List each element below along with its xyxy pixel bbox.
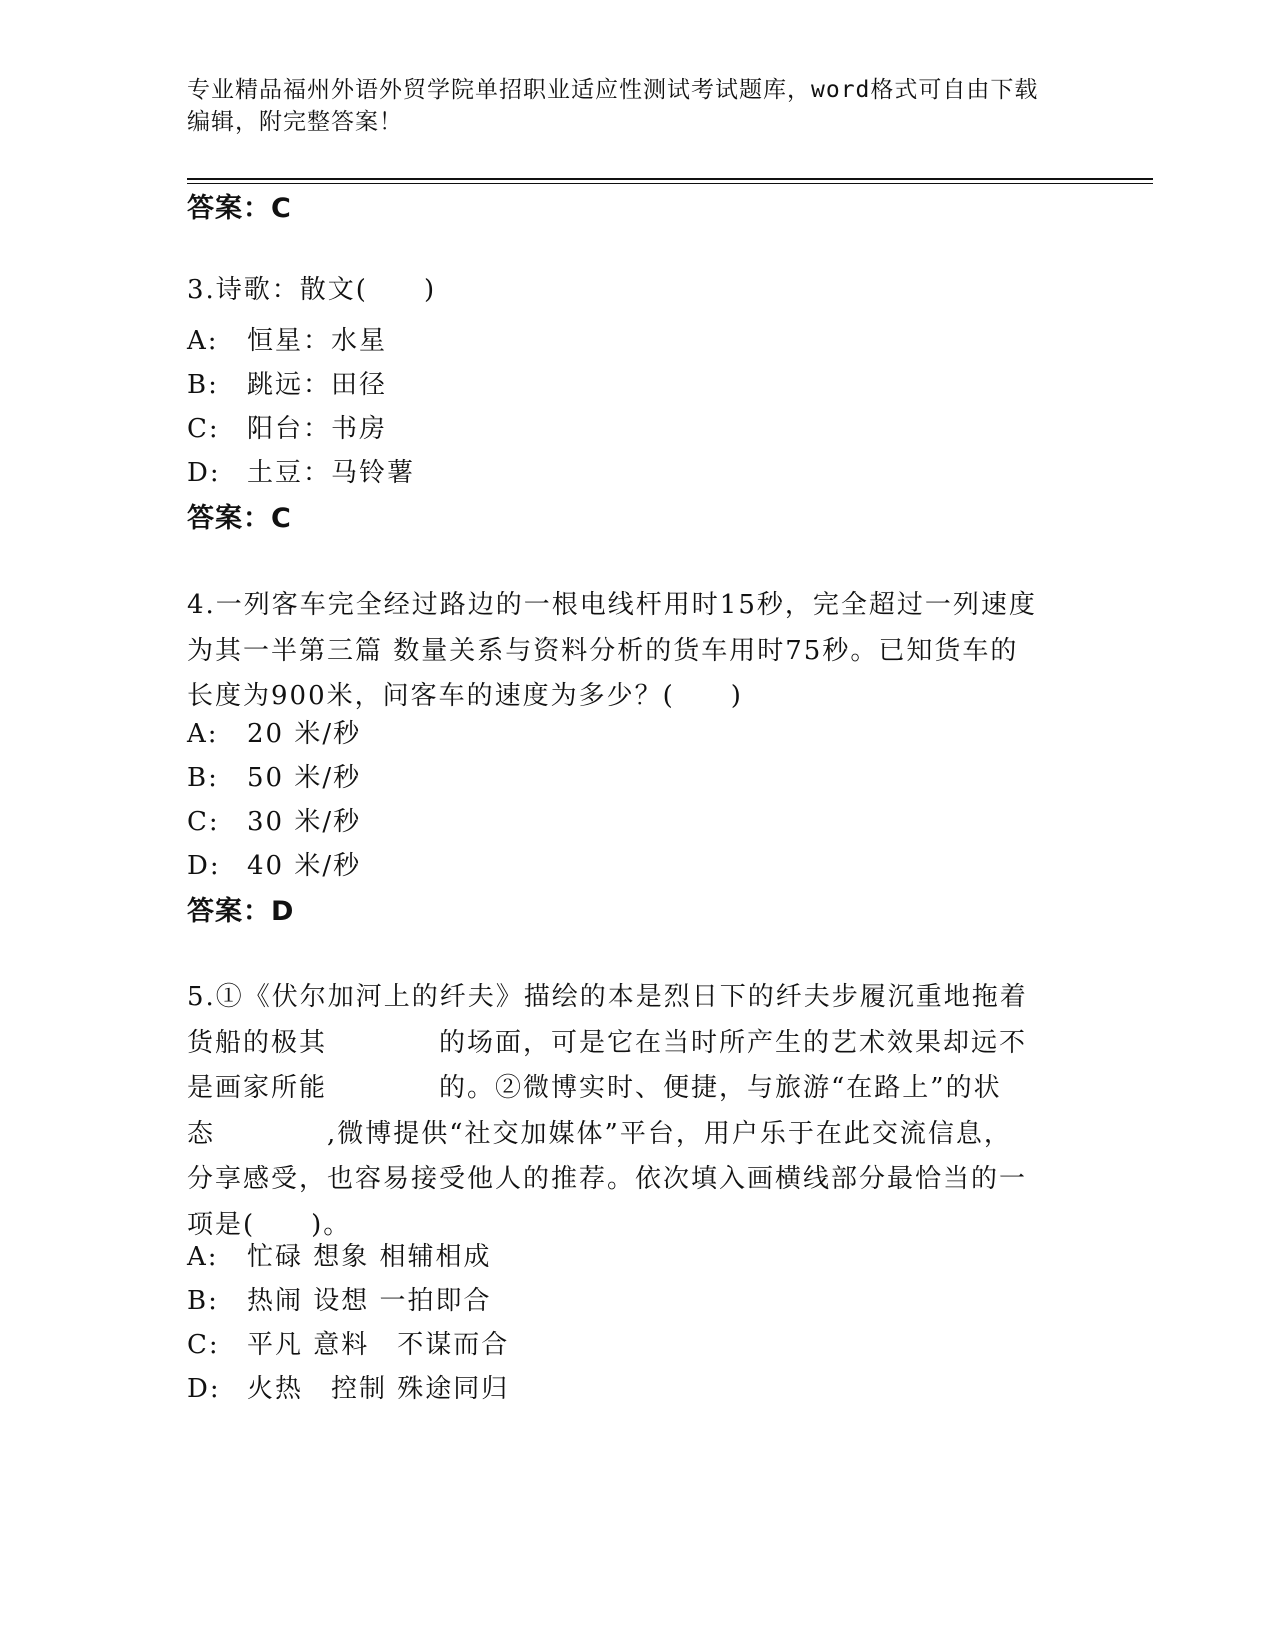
answer-q3: 答案：C xyxy=(187,503,292,534)
q3-option-a: A: 恒星：水星 xyxy=(187,326,388,356)
question-5-stem xyxy=(187,975,1067,1248)
q3-option-b: B: 跳远：田径 xyxy=(187,370,388,400)
q3-option-c: C: 阳台：书房 xyxy=(187,414,388,444)
q4-line: 长度为900米，问客车的速度为多少？( ) xyxy=(187,681,743,711)
answer-q4: 答案：D xyxy=(187,896,295,927)
header-line-2: 编辑，附完整答案！ xyxy=(187,109,403,135)
q5-line: 是画家所能 的。②微博实时、便捷，与旅游“在路上”的状 xyxy=(187,1073,1002,1103)
question-3-stem: 3.诗歌：散文( ) xyxy=(187,275,437,305)
q4-option-c: C: 30 米/秒 xyxy=(187,807,362,837)
header-rule-thin xyxy=(187,183,1153,184)
q5-line: 态 ,微博提供“社交加媒体”平台，用户乐于在此交流信息， xyxy=(187,1118,1012,1149)
q5-line: 货船的极其 的场面，可是它在当时所产生的艺术效果却远不 xyxy=(187,1027,1028,1058)
q4-line: 4.一列客车完全经过路边的一根电线杆用时15秒，完全超过一列速度 xyxy=(187,590,1037,620)
answer-q2: 答案：C xyxy=(187,193,292,224)
q5-line: 5.①《伏尔加河上的纤夫》描绘的本是烈日下的纤夫步履沉重地拖着 xyxy=(187,982,1028,1012)
q4-line: 为其一半第三篇 数量关系与资料分析的货车用时75秒。已知货车的 xyxy=(187,635,1019,666)
q5-option-c: C: 平凡 意料 不谋而合 xyxy=(187,1330,510,1360)
header-rule-thick xyxy=(187,178,1153,180)
q4-option-a: A: 20 米/秒 xyxy=(187,719,362,749)
page-header xyxy=(187,74,1067,138)
q5-option-a: A: 忙碌 想象 相辅相成 xyxy=(187,1242,492,1272)
q4-option-d: D: 40 米/秒 xyxy=(187,851,362,881)
q5-option-b: B: 热闹 设想 一拍即合 xyxy=(187,1286,492,1316)
q3-option-d: D: 土豆：马铃薯 xyxy=(187,458,416,488)
q5-line: 项是( )。 xyxy=(187,1209,352,1240)
q4-option-b: B: 50 米/秒 xyxy=(187,763,362,793)
q5-line: 分享感受，也容易接受他人的推荐。依次填入画横线部分最恰当的一 xyxy=(187,1164,1028,1194)
question-4-stem xyxy=(187,583,1067,720)
q5-option-d: D: 火热 控制 殊途同归 xyxy=(187,1374,510,1404)
header-line-1: 专业精品福州外语外贸学院单招职业适应性测试考试题库，word格式可自由下载 xyxy=(187,77,1039,103)
